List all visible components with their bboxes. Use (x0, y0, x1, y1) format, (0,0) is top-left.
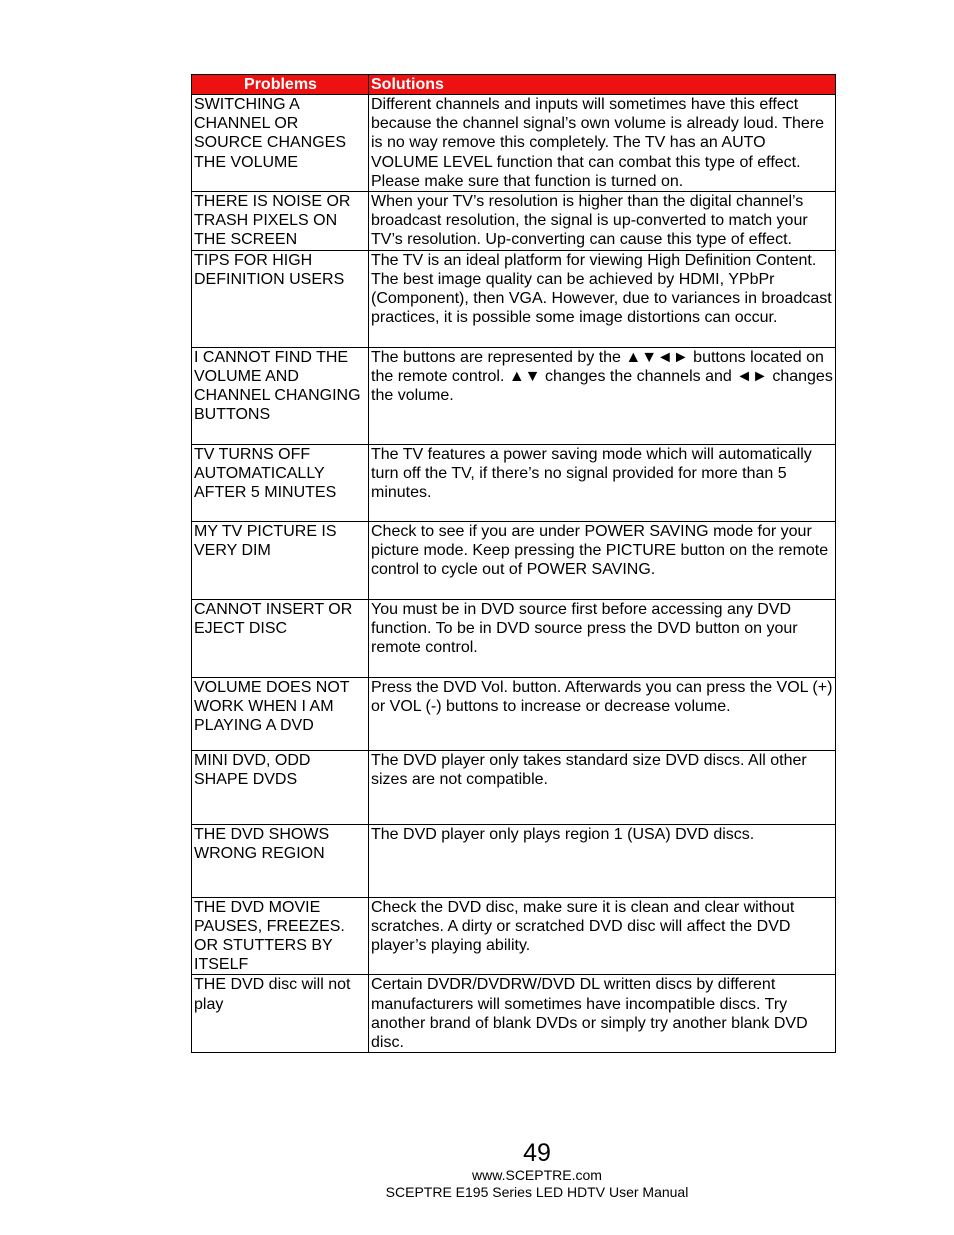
problem-cell: MY TV PICTURE IS VERY DIM (192, 521, 369, 599)
website-text: www.SCEPTRE.com (472, 1167, 602, 1183)
solution-cell: You must be in DVD source first before accessing any DVD function. To be in DVD source press the DVD button on your remote control. (369, 599, 836, 677)
troubleshooting-table (191, 74, 836, 1053)
solution-cell: Press the DVD Vol. button. Afterwards you can press the VOL (+) or VOL (-) buttons to increase or decrease volume. (369, 677, 836, 750)
table-row (192, 975, 836, 1053)
table-row (192, 444, 836, 521)
problem-cell: TV TURNS OFF AUTOMATICALLY AFTER 5 MINUTES (192, 444, 369, 521)
table-row (192, 250, 836, 347)
problem-cell: THE DVD SHOWS WRONG REGION (192, 824, 369, 897)
table-header-row (192, 75, 836, 95)
solution-cell: The TV is an ideal platform for viewing High Definition Content. The best image quality can be achieved by HDMI, YPbPr (Component), then VGA. However, due to variances in broadcast practices, it is possible some image distortions can occur. (369, 250, 836, 347)
solution-cell: When your TV’s resolution is higher than the digital channel’s broadcast resolution, the signal is up-converted to match your TV’s resolution. Up-converting can cause this type of effect. (369, 192, 836, 251)
table-row (192, 677, 836, 750)
manual-title: SCEPTRE E195 Series LED HDTV User Manual (385, 1184, 689, 1200)
problem-cell: CANNOT INSERT OR EJECT DISC (192, 599, 369, 677)
problem-cell: THE DVD MOVIE PAUSES, FREEZES. OR STUTTERS BY ITSELF (192, 897, 369, 975)
problem-cell: THE DVD disc will not play (192, 975, 369, 1053)
table-row (192, 824, 836, 897)
solution-cell: The DVD player only takes standard size DVD discs. All other sizes are not compatible. (369, 750, 836, 824)
table-row (192, 750, 836, 824)
table-row (192, 192, 836, 251)
problem-cell: SWITCHING A CHANNEL OR SOURCE CHANGES THE VOLUME (192, 95, 369, 192)
table-row (192, 599, 836, 677)
solutions-column-header: Solutions (369, 75, 836, 95)
solution-cell: The DVD player only plays region 1 (USA) DVD discs. (369, 824, 836, 897)
problem-cell: VOLUME DOES NOT WORK WHEN I AM PLAYING A DVD (192, 677, 369, 750)
problem-cell: THERE IS NOISE OR TRASH PIXELS ON THE SCREEN (192, 192, 369, 251)
solution-cell: Different channels and inputs will sometimes have this effect because the channel signal’s own volume is already loud. There is no way remove this completely. The TV has an AUTO VOLUME LEVEL function that can combat this type of effect. Please make sure that function is turned on. (369, 95, 836, 192)
problems-column-header: Problems (192, 75, 369, 95)
table-row (192, 95, 836, 192)
problem-cell: TIPS FOR HIGH DEFINITION USERS (192, 250, 369, 347)
table-row (192, 347, 836, 444)
solution-cell: The buttons are represented by the ▲▼◄► buttons located on the remote control. ▲▼ changes the channels and ◄► changes the volume. (369, 347, 836, 444)
solution-cell: Check the DVD disc, make sure it is clean and clear without scratches. A dirty or scratched DVD disc will affect the DVD player’s playing ability. (369, 897, 836, 975)
solution-cell: The TV features a power saving mode which will automatically turn off the TV, if there’s no signal provided for more than 5 minutes. (369, 444, 836, 521)
table-row (192, 521, 836, 599)
page-number: 49 (523, 1139, 551, 1167)
problem-cell: MINI DVD, ODD SHAPE DVDS (192, 750, 369, 824)
solution-cell: Certain DVDR/DVDRW/DVD DL written discs by different manufacturers will sometimes have incompatible discs. Try another brand of blank DVDs or simply try another blank DVD disc. (369, 975, 836, 1053)
problem-cell: I CANNOT FIND THE VOLUME AND CHANNEL CHANGING BUTTONS (192, 347, 369, 444)
table-row (192, 897, 836, 975)
solution-cell: Check to see if you are under POWER SAVING mode for your picture mode. Keep pressing the PICTURE button on the remote control to cycle out of POWER SAVING. (369, 521, 836, 599)
